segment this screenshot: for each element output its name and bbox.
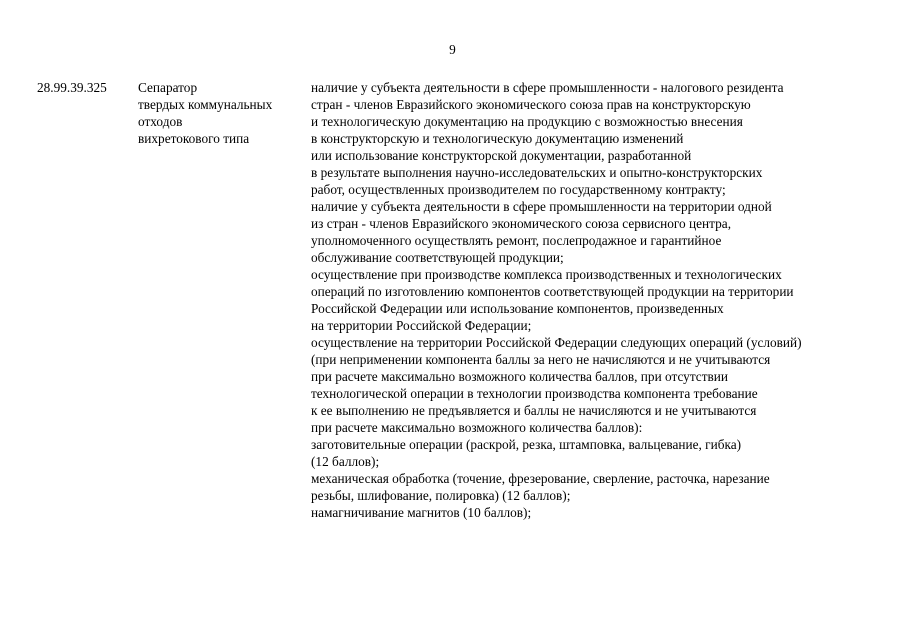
requirement-line: уполномоченного осуществлять ремонт, послепродажное и гарантийное [311,233,722,248]
requirements-text [311,79,901,521]
requirement-line: механическая обработка (точение, фрезерование, сверление, расточка, нарезание [311,471,770,486]
requirement-line: работ, осуществленных производителем по государственному контракту; [311,182,726,197]
requirement-line: обслуживание соответствующей продукции; [311,250,564,265]
requirement-line: при расчете максимально возможного количества баллов, при отсутствии [311,369,729,384]
requirement-line: (при неприменении компонента баллы за него не начисляются и не учитываются [311,352,771,367]
requirement-line: или использование конструкторской документации, разработанной [311,148,692,163]
product-name [138,79,313,147]
requirement-line: осуществление при производстве комплекса производственных и технологических [311,267,782,282]
requirement-line: наличие у субъекта деятельности в сфере промышленности - налогового резидента [311,80,784,95]
requirement-line: (12 баллов); [311,454,380,469]
requirement-line: осуществление на территории Российской Федерации следующих операций (условий) [311,335,802,350]
requirement-line: и технологическую документацию на продукцию с возможностью внесения [311,114,743,129]
requirement-line: технологической операции в технологии производства компонента требование [311,386,758,401]
product-name-line: Сепаратор [138,80,198,95]
requirement-line: при расчете максимально возможного количества баллов): [311,420,643,435]
requirement-line: операций по изготовлению компонентов соответствующей продукции на территории [311,284,794,299]
requirement-line: на территории Российской Федерации; [311,318,532,333]
requirement-line: в результате выполнения научно-исследовательских и опытно-конструкторских [311,165,763,180]
product-name-line: твердых коммунальных [138,97,273,112]
requirement-line: наличие у субъекта деятельности в сфере промышленности на территории одной [311,199,772,214]
requirement-line: Российской Федерации или использование компонентов, произведенных [311,301,724,316]
product-code: 28.99.39.325 [37,80,107,95]
requirement-line: заготовительные операции (раскрой, резка, штамповка, вальцевание, гибка) [311,437,742,452]
product-name-line: отходов [138,114,183,129]
requirement-line: к ее выполнению не предъявляется и баллы не начисляются и не учитываются [311,403,757,418]
requirement-line: намагничивание магнитов (10 баллов); [311,505,532,520]
page-number: 9 [449,42,456,57]
requirement-line: резьбы, шлифование, полировка) (12 баллов); [311,488,571,503]
requirement-line: из стран - членов Евразийского экономического союза сервисного центра, [311,216,732,231]
product-name-line: вихретокового типа [138,131,250,146]
requirement-line: стран - членов Евразийского экономического союза прав на конструкторскую [311,97,751,112]
requirement-line: в конструкторскую и технологическую документацию изменений [311,131,684,146]
